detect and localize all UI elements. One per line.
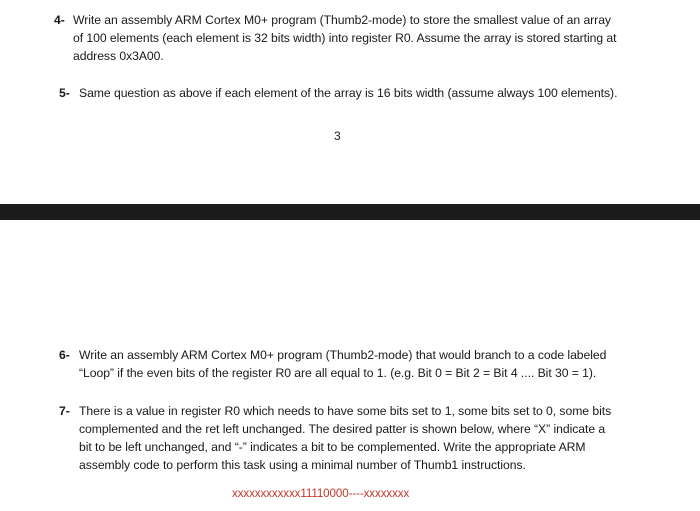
question-line: of 100 elements (each element is 32 bits width) into register R0. Assume the array is stored starting at: [73, 31, 617, 45]
page-number: 3: [334, 129, 341, 143]
question-line: There is a value in register R0 which needs to have some bits set to 1, some bits set to 0, some bits: [79, 404, 612, 418]
question-4: [54, 11, 674, 67]
page-break-divider: [0, 204, 700, 220]
question-text: [73, 11, 673, 65]
question-6: [59, 346, 679, 384]
question-text: [79, 402, 679, 474]
question-number: 5-: [59, 86, 70, 100]
question-number: 7-: [59, 404, 70, 418]
question-text: [79, 346, 679, 382]
question-number: 4-: [54, 13, 65, 27]
question-line: complemented and the ret left unchanged. The desired patter is shown below, where “X” indicate a: [79, 422, 606, 436]
question-text: [79, 84, 679, 102]
bit-pattern: xxxxxxxxxxxx11110000----xxxxxxxx: [232, 487, 410, 500]
question-7: [59, 402, 679, 476]
question-line: Write an assembly ARM Cortex M0+ program (Thumb2-mode) to store the smallest value of an array: [73, 13, 611, 27]
question-line: “Loop” if the even bits of the register R0 are all equal to 1. (e.g. Bit 0 = Bit 2 = Bit 4 .... Bit 30 = 1).: [79, 366, 597, 380]
question-line: assembly code to perform this task using a minimal number of Thumb1 instructions.: [79, 458, 526, 472]
question-line: Write an assembly ARM Cortex M0+ program (Thumb2-mode) that would branch to a code labeled: [79, 348, 607, 362]
question-5: [59, 84, 679, 104]
question-number: 6-: [59, 348, 70, 362]
question-line: Same question as above if each element of the array is 16 bits width (assume always 100 elements).: [79, 86, 618, 100]
question-line: bit to be left unchanged, and “-” indicates a bit to be complemented. Write the appropriate ARM: [79, 440, 586, 454]
question-line: address 0x3A00.: [73, 49, 164, 63]
